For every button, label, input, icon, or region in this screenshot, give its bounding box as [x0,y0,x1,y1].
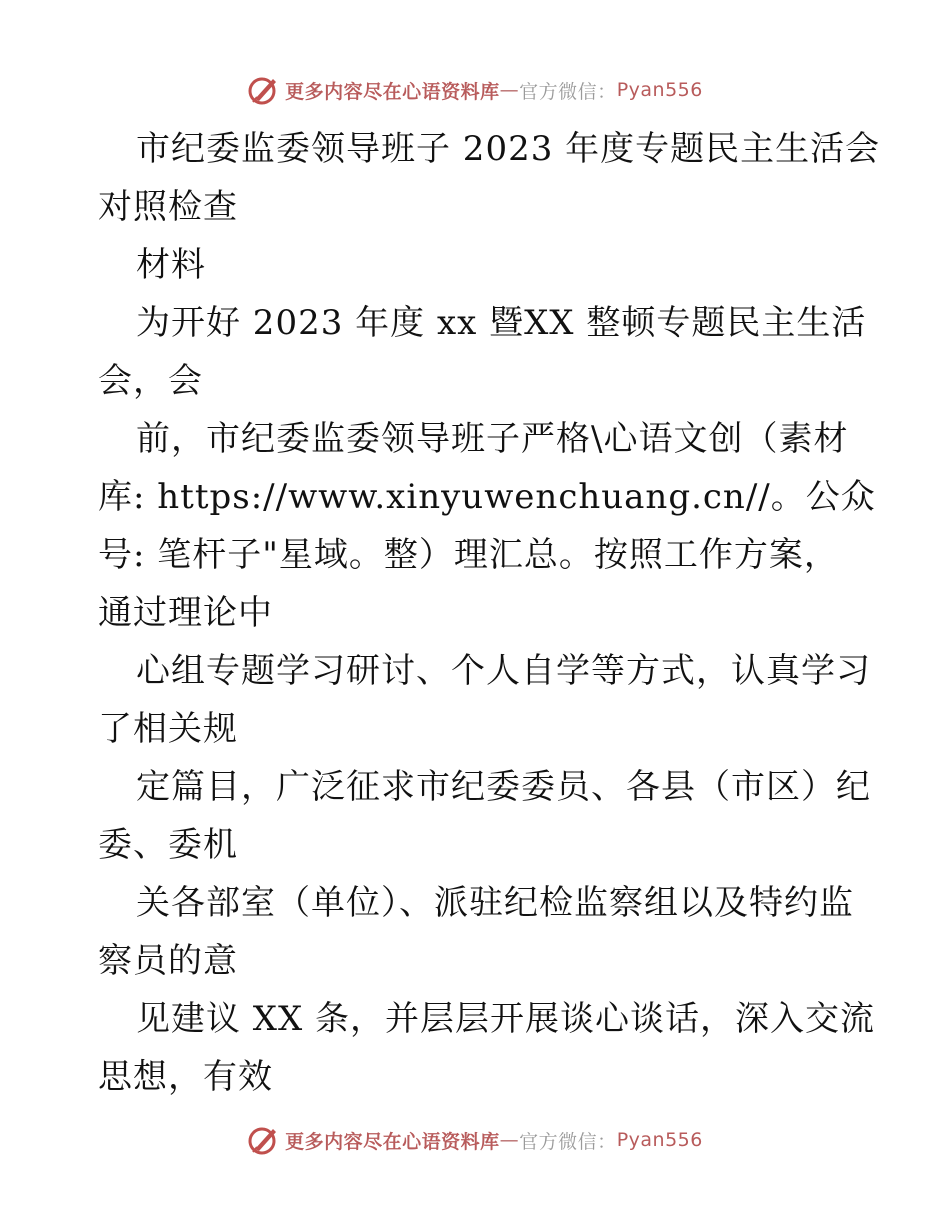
footer-watermark [0,1120,950,1160]
header-watermark [0,70,950,110]
document-line: 库: https://www.xinyuwenchuang.cn//。公众 [98,477,876,517]
watermark-dash: — [499,1129,520,1151]
watermark-weixin-id: Pyan556 [616,1129,703,1151]
watermark-brand: 更多内容尽在心语资料库 [285,1130,500,1153]
document-body [98,120,881,1106]
document-line: 思想，有效 [98,1057,273,1097]
document-line: 市纪委监委领导班子 2023 年度专题民主生活会 [136,129,881,169]
document-line: 材料 [136,245,206,285]
quill-pen-logo-icon [247,1123,281,1157]
document-line: 对照检查 [98,187,238,227]
document-line: 了相关规 [98,709,238,749]
document-line: 心组专题学习研讨、个人自学等方式，认真学习 [136,651,871,691]
document-line: 为开好 2023 年度 xx 暨XX 整顿专题民主生活 [136,303,867,343]
watermark-weixin-label: 官方微信： [519,1130,617,1153]
watermark-brand: 更多内容尽在心语资料库 [285,80,500,103]
document-line: 号: 笔杆子"星域。整）理汇总。按照工作方案， [98,535,839,575]
document-line: 见建议 XX 条，并层层开展谈心谈话，深入交流 [136,999,876,1039]
watermark-weixin-id: Pyan556 [616,79,703,101]
document-line: 前，市纪委监委领导班子严格\心语文创（素材 [136,419,849,459]
watermark-weixin-label: 官方微信： [519,80,617,103]
document-line: 委、委机 [98,825,238,865]
document-line: 察员的意 [98,941,238,981]
watermark-dash: — [499,79,520,101]
document-line: 会，会 [98,361,203,401]
document-line: 定篇目，广泛征求市纪委委员、各县（市区）纪 [136,767,871,807]
quill-pen-logo-icon [247,73,281,107]
document-line: 关各部室（单位）、派驻纪检监察组以及特约监 [136,883,854,923]
document-line: 通过理论中 [98,593,273,633]
